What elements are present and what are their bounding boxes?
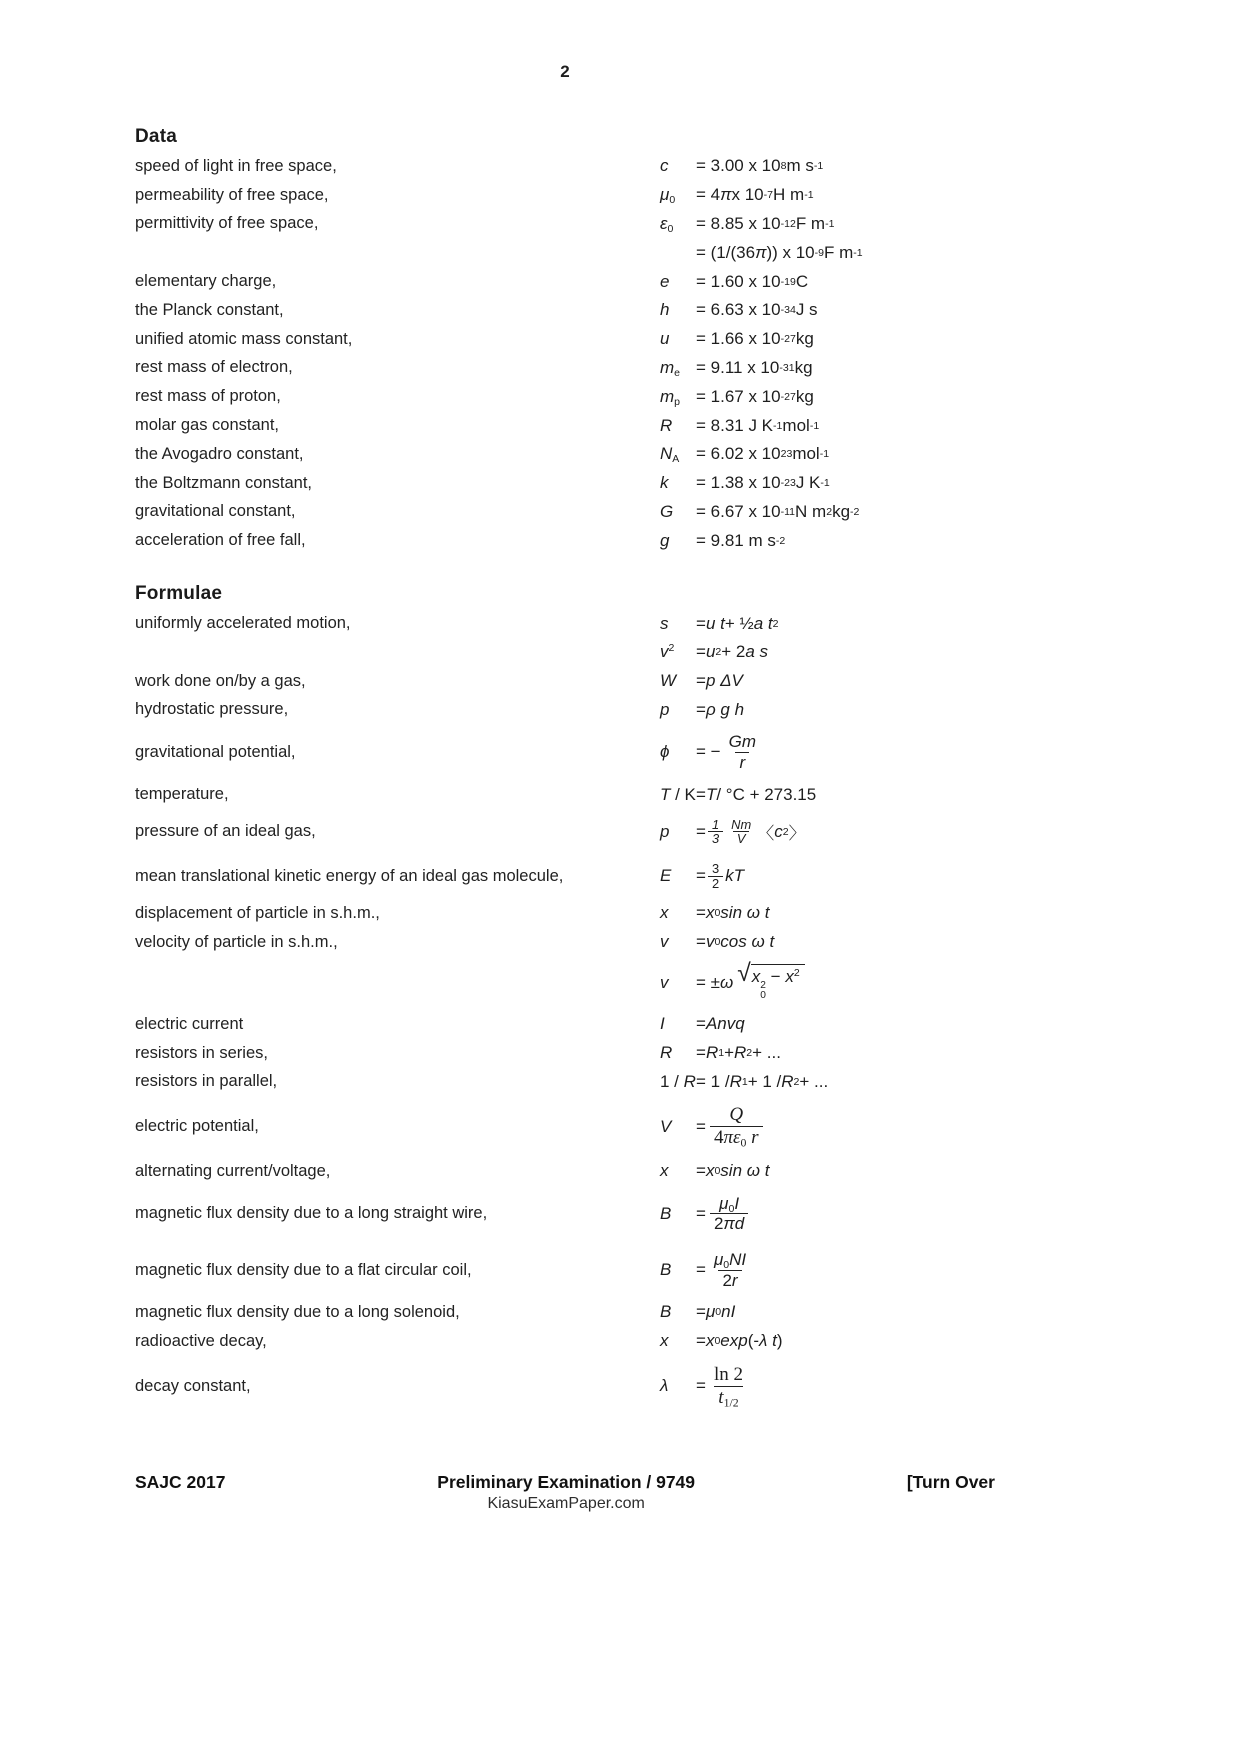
quantity-symbol: R <box>660 1043 673 1063</box>
quantity-value: = u t + ½ a t 2 <box>696 613 779 633</box>
quantity-value: = 6.63 x 10 -34 J s <box>696 300 818 320</box>
quantity-label: alternating current/voltage, <box>135 1161 331 1180</box>
quantity-label: gravitational constant, <box>135 502 296 521</box>
quantity-symbol: k <box>660 473 669 493</box>
formula-row <box>135 382 1035 411</box>
quantity-symbol: s <box>660 613 669 633</box>
formula-row <box>135 638 1035 667</box>
quantity-label: acceleration of free fall, <box>135 531 306 550</box>
quantity-symbol: $N_A$ <box>660 444 680 466</box>
quantity-value: = − $\frac{Gm}{r}$ <box>696 732 756 772</box>
formula <box>660 671 1035 691</box>
formula-row <box>135 1356 1035 1417</box>
quantity-value: = (1/(36 π )) x 10 -9 F m -1 <box>696 242 863 262</box>
quantity-symbol: λ <box>660 1376 669 1396</box>
quantity-value: = ± ω √ x 2 0 − $x^2$ <box>696 964 805 1002</box>
formula <box>660 932 1035 952</box>
formula <box>660 903 1035 923</box>
formula-row <box>135 724 1035 780</box>
quantity-symbol: c <box>660 156 669 176</box>
quantity-label: displacement of particle in s.h.m., <box>135 903 380 922</box>
quantity-value: = $\frac{\mu_0NI}{2r}$ <box>696 1249 747 1290</box>
quantity-label: resistors in parallel, <box>135 1072 278 1091</box>
quantity-value: = 4 π x 10 -7 H m -1 <box>696 185 814 205</box>
formula-row <box>135 238 1035 267</box>
quantity-label: magnetic flux density due to a flat circular coil, <box>135 1260 472 1279</box>
formula <box>660 732 1035 772</box>
quantity-label: hydrostatic pressure, <box>135 700 289 719</box>
formula <box>660 300 1035 320</box>
quantity-value: = 8.31 J K -1 mol -1 <box>696 415 820 435</box>
page-footer <box>135 1472 995 1513</box>
quantity-value: = x 0 sin ω t <box>696 903 770 923</box>
quantity-label: mean translational kinetic energy of an ideal gas molecule, <box>135 866 564 885</box>
quantity-symbol: $v^2$ <box>660 642 675 662</box>
quantity-value: = ρ g h <box>696 699 745 719</box>
quantity-symbol: $m_e$ <box>660 357 681 380</box>
formula <box>660 243 1035 263</box>
formula-row <box>135 667 1035 696</box>
formula-row <box>135 411 1035 440</box>
quantity-value: = 1.38 x 10 -23 J K -1 <box>696 473 830 493</box>
quantity-value: = x 0 sin ω t <box>696 1161 770 1181</box>
quantity-label: unified atomic mass constant, <box>135 329 353 348</box>
footer-center <box>437 1472 695 1513</box>
formula-row <box>135 609 1035 638</box>
formula <box>660 214 1035 234</box>
quantity-symbol: x <box>660 1331 669 1351</box>
quantity-symbol: ϕ <box>660 742 670 762</box>
quantity-label: temperature, <box>135 785 229 804</box>
quantity-symbol: h <box>660 300 670 320</box>
formula <box>660 785 1035 805</box>
quantity-symbol: R <box>660 415 673 435</box>
formula-row <box>135 325 1035 354</box>
formula-row <box>135 210 1035 239</box>
quantity-label: the Planck constant, <box>135 300 284 319</box>
formula <box>660 960 1035 1002</box>
formula <box>660 502 1035 522</box>
quantity-label: permittivity of free space, <box>135 214 319 233</box>
formula <box>660 642 1035 662</box>
formula <box>660 1014 1035 1034</box>
formula-row <box>135 1157 1035 1186</box>
quantity-label: resistors in series, <box>135 1043 268 1062</box>
data-heading: Data <box>135 126 177 147</box>
formula <box>660 1250 1035 1290</box>
formula <box>660 862 1035 890</box>
quantity-symbol: $\mu_0$ <box>660 185 676 207</box>
formula <box>660 1104 1035 1149</box>
quantity-value: = 6.67 x 10 -11 N m 2 kg -2 <box>696 501 860 521</box>
formula <box>660 531 1035 551</box>
quantity-value: = $\frac{1}{3}$ $\frac{Nm}{V}$ 〈 c 2 〉 <box>696 816 806 847</box>
formula-row <box>135 1242 1035 1298</box>
quantity-label: work done on/by a gas, <box>135 671 306 690</box>
page-number: 2 <box>560 62 570 81</box>
quantity-value: = 8.85 x 10 -12 F m -1 <box>696 213 835 233</box>
quantity-value: = 9.11 x 10 -31 kg <box>696 357 813 377</box>
quantity-label: pressure of an ideal gas, <box>135 822 316 841</box>
formula-row <box>135 696 1035 725</box>
formula <box>660 272 1035 292</box>
formula <box>660 1331 1035 1351</box>
quantity-value: = $\frac{Q}{4\pi\varepsilon_0 r}$ <box>696 1104 767 1149</box>
formula <box>660 1302 1035 1322</box>
quantity-label: rest mass of proton, <box>135 387 281 406</box>
quantity-symbol: I <box>660 1014 665 1034</box>
formula <box>660 818 1035 846</box>
formulae-rows <box>135 609 1035 1416</box>
quantity-value: = μ 0 nI <box>696 1302 736 1322</box>
formula-row <box>135 469 1035 498</box>
quantity-label: magnetic flux density due to a long solenoid, <box>135 1302 460 1321</box>
formula-row <box>135 498 1035 527</box>
formula-row <box>135 296 1035 325</box>
quantity-symbol: 1 / R <box>660 1071 696 1091</box>
quantity-symbol: $\varepsilon_0$ <box>660 213 674 236</box>
formula-row <box>135 1327 1035 1356</box>
formula-row <box>135 928 1035 957</box>
formula-row <box>135 1096 1035 1157</box>
formula-row <box>135 956 1035 1010</box>
quantity-label: magnetic flux density due to a long straight wire, <box>135 1204 488 1223</box>
quantity-value: = 1.66 x 10 -27 kg <box>696 329 814 349</box>
quantity-value: = 1.60 x 10 -19 C <box>696 271 809 291</box>
quantity-value: = Anvq <box>696 1014 745 1034</box>
quantity-label: the Avogadro constant, <box>135 444 304 463</box>
quantity-value: = T / °C + 273.15 <box>696 784 817 804</box>
formula-row <box>135 809 1035 854</box>
quantity-label: uniformly accelerated motion, <box>135 614 351 633</box>
quantity-symbol: $m_p$ <box>660 386 681 408</box>
quantity-value: = $\frac{3}{2}$ kT <box>696 861 745 891</box>
quantity-value: = 3.00 x 10 8 m s -1 <box>696 156 824 176</box>
quantity-label: gravitational potential, <box>135 742 296 761</box>
quantity-value: = $\frac{\ln 2}{t_{1/2}}$ <box>696 1363 744 1410</box>
formula-row <box>135 899 1035 928</box>
formula <box>660 700 1035 720</box>
formula-row <box>135 1186 1035 1242</box>
quantity-symbol: E <box>660 866 672 886</box>
quantity-symbol: B <box>660 1302 672 1322</box>
quantity-value: = 6.02 x 10 23 mol -1 <box>696 444 830 464</box>
quantity-label: elementary charge, <box>135 272 277 291</box>
footer-exam-title: Preliminary Examination / 9749 <box>437 1472 696 1492</box>
quantity-symbol: x <box>660 903 669 923</box>
quantity-symbol: T / K <box>660 784 696 804</box>
quantity-label: velocity of particle in s.h.m., <box>135 932 338 951</box>
formula <box>660 1194 1035 1234</box>
formula-row <box>135 1298 1035 1327</box>
data-rows <box>135 152 1035 555</box>
formula-row <box>135 1010 1035 1039</box>
quantity-label: rest mass of electron, <box>135 358 293 377</box>
formula-row <box>135 854 1035 899</box>
footer-school: SAJC 2017 <box>135 1472 226 1492</box>
formula-row <box>135 354 1035 383</box>
quantity-symbol: v <box>660 973 669 993</box>
quantity-value: = 1.67 x 10 -27 kg <box>696 386 814 406</box>
data-section <box>135 126 1035 555</box>
formula <box>660 473 1035 493</box>
quantity-symbol: g <box>660 530 670 550</box>
quantity-value: = $\frac{\mu_0I}{2\pi d}$ <box>696 1194 752 1234</box>
formula <box>660 156 1035 176</box>
quantity-symbol: G <box>660 501 674 521</box>
formula <box>660 416 1035 436</box>
formulae-heading: Formulae <box>135 583 223 605</box>
quantity-value: = x 0 exp (- λ t ) <box>696 1331 783 1351</box>
page-content <box>135 126 1035 1416</box>
formula <box>660 387 1035 407</box>
formula-row <box>135 267 1035 296</box>
quantity-value: = 9.81 m s -2 <box>696 530 786 550</box>
quantity-symbol: v <box>660 932 669 952</box>
formula <box>660 444 1035 464</box>
quantity-symbol: W <box>660 671 677 691</box>
formula <box>660 1161 1035 1181</box>
quantity-value: = u 2 + 2 a s <box>696 642 769 662</box>
quantity-symbol: p <box>660 699 670 719</box>
formula <box>660 1072 1035 1092</box>
formula-row <box>135 1039 1035 1068</box>
quantity-label: speed of light in free space, <box>135 156 337 175</box>
formula-row <box>135 526 1035 555</box>
quantity-value: = v 0 cos ω t <box>696 932 775 952</box>
footer-turn-over: [Turn Over <box>906 1472 995 1492</box>
quantity-label: molar gas constant, <box>135 416 279 435</box>
formula-row <box>135 152 1035 181</box>
quantity-symbol: B <box>660 1260 672 1280</box>
quantity-label: permeability of free space, <box>135 185 329 204</box>
quantity-label: the Boltzmann constant, <box>135 473 313 492</box>
quantity-symbol: V <box>660 1116 672 1136</box>
formula <box>660 358 1035 378</box>
quantity-value: = 1 / R 1 + 1 / R 2 + ... <box>696 1071 829 1091</box>
quantity-symbol: e <box>660 271 670 291</box>
formula <box>660 329 1035 349</box>
quantity-value: = p ΔV <box>696 671 743 691</box>
formulae-section <box>135 583 1035 1416</box>
quantity-value: = R 1 + R 2 + ... <box>696 1043 781 1063</box>
formula <box>660 185 1035 205</box>
quantity-symbol: B <box>660 1203 672 1223</box>
footer-watermark: KiasuExamPaper.com <box>487 1495 645 1512</box>
formula-row <box>135 780 1035 809</box>
formula-row <box>135 181 1035 210</box>
quantity-symbol: x <box>660 1161 669 1181</box>
quantity-symbol: u <box>660 329 670 349</box>
quantity-label: electric current <box>135 1014 244 1033</box>
formula-row <box>135 1068 1035 1097</box>
formula <box>660 614 1035 634</box>
quantity-symbol: p <box>660 821 670 841</box>
quantity-label: electric potential, <box>135 1117 259 1136</box>
quantity-label: decay constant, <box>135 1376 251 1395</box>
formula <box>660 1043 1035 1063</box>
quantity-label: radioactive decay, <box>135 1331 267 1350</box>
formula <box>660 1364 1035 1409</box>
formula-row <box>135 440 1035 469</box>
